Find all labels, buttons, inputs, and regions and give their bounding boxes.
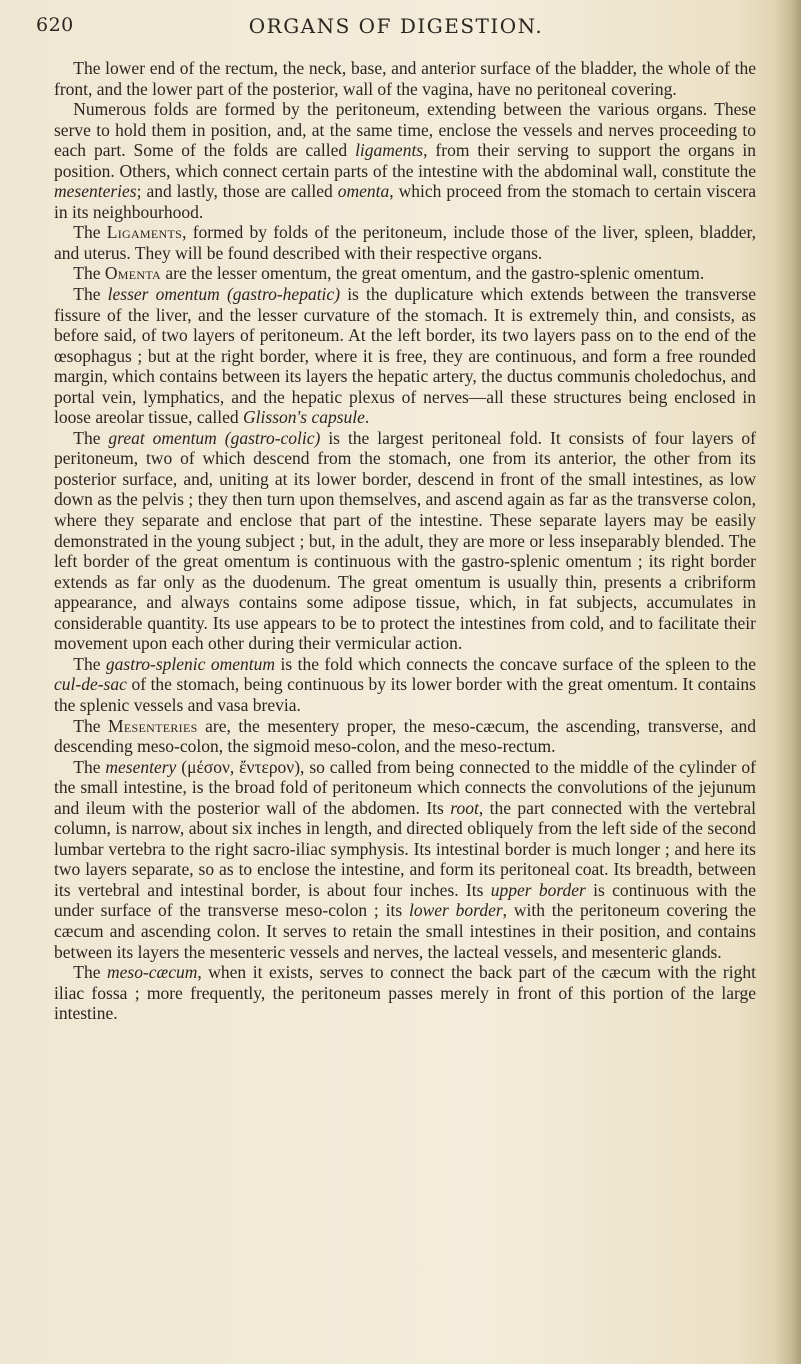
paragraph [54,428,756,654]
text-run: The [73,653,106,674]
page-header [36,14,756,44]
text-run: is the duplicature which extends between the transverse fissure of the liver, and the lesser curvature of the stomach. It is extremely thin, and consists, as before said, of two layers of peritoneum. At the left border, its two layers pass on to the end of the œsophagus ; but at the right border, where it is free, they are continuous, and form a free rounded margin, which contains between its layers the hepatic artery, the ductus communis choledochus, and portal vein, lymphatics, and the hepatic plexus of nerves—all these structures being enclosed in loose areolar tissue, called [54,284,756,428]
paragraph [54,284,756,428]
paragraph [54,757,756,962]
italic-term: lesser omentum (gastro-hepatic) [107,284,341,305]
text-run: The [73,962,107,983]
text-run: are the lesser omentum, the great omentum, and the gastro-splenic omentum. [160,263,705,284]
italic-term: mesenteries [54,181,137,202]
text-run: is the largest peritoneal fold. It consists of four layers of peritoneum, two of which descend from the stomach, one from its anterior, the other from its posterior surface, and, uniting at its lower border, descend in front of the small intestines, as low down as the pelvis ; they then turn upon themselves, and ascend again as far as the transverse colon, where they separate and enclose that part of the intestine. These separate layers may be easily demonstrated in the young subject ; but, in the adult, they are more or less inseparably blended. The left border of the great omentum is continuous with the gastro-splenic omentum ; its right border extends as far only as the duodenum. The great omentum is usually thin, presents a cribriform appearance, and always contains some adipose tissue, which, in fat subjects, accumulates in considerable quantity. Its use appears to be to protect the intestines from cold, and to facilitate their movement upon each other during their vermicular action. [54,427,756,654]
paragraph [54,99,756,222]
italic-term: gastro-splenic omentum [105,653,276,674]
page-edge-shadow [775,0,801,1364]
small-caps-heading: Ligaments [106,222,183,243]
body-text [54,58,756,1024]
italic-term: meso-cæcum [106,962,198,983]
text-run: Numerous folds are formed by the peritoneum, extending between the various organs. These serve to hold them in position, and, at the same time, enclose the vessels and nerves proceeding to each part. Some of the folds are called [54,99,756,161]
text-run: The [73,756,106,777]
text-run: of the stomach, being continuous by its lower border with the great omentum. It contains the splenic vessels and vasa brevia. [54,674,756,715]
running-head: ORGANS OF DIGESTION. [248,14,544,38]
text-run: , which proceed from the stomach to certain viscera in its neighbourhood. [54,181,756,222]
text-run: The [73,222,107,243]
text-run: ; and lastly, those are called [136,181,338,202]
italic-term: omenta [337,181,390,202]
italic-term: great omentum (gastro-colic) [108,427,321,448]
small-caps-heading: Mesenteries [108,715,198,736]
text-run: , from their serving to support the organs in position. Others, which connect certain parts of the intestine with the abdominal wall, constitute the [54,140,757,181]
text-run: is the fold which connects the concave surface of the spleen to the [275,653,756,674]
paragraph [54,263,756,284]
paragraph [54,222,756,263]
italic-term: Glisson's capsule [243,407,365,428]
italic-term: root [450,797,479,818]
italic-term: ligaments [355,140,424,161]
paragraph [54,962,756,1024]
italic-term: mesentery [105,756,177,777]
text-run: , formed by folds of the peritoneum, include those of the liver, spleen, bladder, and uterus. They will be found described with their respective organs. [54,222,756,263]
italic-term: upper border [490,879,586,900]
text-run: The [73,263,105,284]
text-run: The [73,284,108,305]
page-number: 620 [36,14,74,36]
text-run: The lower end of the rectum, the neck, base, and anterior surface of the bladder, the whole of the front, and the lower part of the posterior, wall of the vagina, have no peritoneal covering. [54,58,756,99]
text-run: are, the mesentery proper, the meso-cæcum, the ascending, transverse, and descending meso-colon, the sigmoid meso-colon, and the meso-rectum. [54,715,756,757]
text-run: The [73,427,109,448]
text-run: . [364,407,370,428]
small-caps-heading: Omenta [104,263,161,284]
text-run: , the part connected with the vertebral column, is narrow, about six inches in length, and directed obliquely from the left side of the second lumbar vertebra to the right sacro-iliac symphysis. Its intestinal border is much longer ; and here its two layers separate, so as to enclose the intestine, and form its peritoneal coat. Its breadth, between its vertebral and intestinal border, is about four inches. Its [54,797,756,900]
italic-term: cul-de-sac [54,674,127,695]
text-run: is continuous with the under surface of the transverse meso-colon ; its [54,879,757,921]
paragraph [54,58,756,99]
text-run: The [73,715,109,736]
text-run: , when it exists, serves to connect the back part of the cæcum with the right iliac fossa ; more frequently, the peritoneum passes merely in front of this portion of the large intestine. [54,962,756,1024]
text-run: , with the peritoneum covering the cæcum and ascending colon. It serves to retain the small intestines in their position, and contains between its layers the mesenteric vessels and nerves, the lacteal vessels, and mesenteric glands. [54,900,756,962]
paragraph [54,716,756,757]
text-run: (μέσον, ἔντερον), so called from being connected to the middle of the cylinder of the small intestine, is the broad fold of peritoneum which connects the convolutions of the jejunum and ileum with the posterior wall of the abdomen. Its [54,756,756,818]
italic-term: lower border [408,900,503,921]
paragraph [54,654,756,716]
